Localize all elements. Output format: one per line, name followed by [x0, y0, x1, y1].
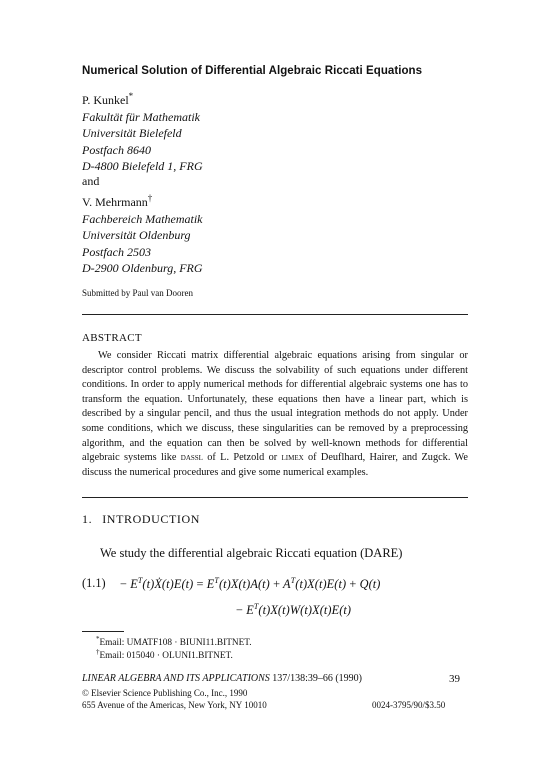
- author-block-2: [82, 190, 203, 277]
- author-name: V. Mehrmann†: [82, 193, 153, 209]
- equation-line-2: − $E^T(t)X(t)W(t)X(t)E(t)$: [236, 602, 352, 618]
- affiliation-line: Universität Bielefeld: [82, 126, 182, 140]
- submitted-by: Submitted by Paul van Dooren: [82, 288, 193, 298]
- footnote-rule: [82, 631, 124, 632]
- article-code: 0024-3795/90/$3.50: [372, 700, 446, 710]
- page-number: 39: [449, 673, 460, 685]
- affiliation-line: Postfach 8640: [82, 142, 151, 157]
- footnote-2: †Email: 015040 · OLUNI1.BITNET.: [96, 648, 233, 662]
- intro-sentence: We study the differential algebraic Riccati equation (DARE): [100, 546, 403, 560]
- equation-line-1: − $E^T(t)Ẋ(t)E(t) = E^T(t)X(t)A(t) + A^T(t)X(t)E(t) + Q(t)$: [120, 576, 381, 592]
- affiliation-line: Universität Oldenburg: [82, 228, 191, 242]
- publisher-address: 655 Avenue of the Americas, New York, NY 10010: [82, 700, 267, 710]
- journal-line: LINEAR ALGEBRA AND ITS APPLICATIONS 137/138:39–66 (1990): [82, 673, 363, 684]
- copyright-line: © Elsevier Science Publishing Co., Inc., 1990: [82, 688, 248, 698]
- software-name: dassl: [180, 453, 203, 464]
- software-name: limex: [281, 453, 304, 464]
- footnote-1: *Email: UMATF108 · BIUNI11.BITNET.: [96, 635, 252, 649]
- author-conjunction: and: [82, 174, 100, 188]
- abstract-heading: ABSTRACT: [82, 332, 142, 344]
- affiliation-line: D-2900 Oldenburg, FRG: [82, 261, 203, 275]
- paper-title: Numerical Solution of Differential Algebraic Riccati Equations: [82, 65, 423, 77]
- divider: [82, 314, 468, 315]
- section-heading: 1. INTRODUCTION: [82, 512, 201, 526]
- affiliation-line: Postfach 2503: [82, 244, 151, 259]
- affiliation-line: D-4800 Bielefeld 1, FRG: [82, 159, 203, 173]
- affiliation-line: Fakultät für Mathematik: [82, 109, 200, 124]
- divider: [82, 497, 468, 498]
- affiliation-line: Fachbereich Mathematik: [82, 211, 203, 226]
- equation-number: (1.1): [82, 576, 106, 590]
- abstract-text: We consider Riccati matrix differential algebraic equations arising from singular or descriptor control problems. We discuss the solvability of such equations under different conditions. In order to apply numerical methods for differential algebraic systems one has to transform the equation. Unfortunately, these equations then have a linear part, which is described by a singular pencil, and thus the usual integration methods do not apply. Under some conditions, which we discuss, these singularities can be removed by a preprocessing algorithm, and the equation can then be solved by well-known methods for differential algebraic systems like dassl of L. Petzold or limex of Deuflhard, Hairer, and Zugck. We discuss the numerical procedures and give some numerical examples.: [82, 350, 468, 478]
- author-name: P. Kunkel*: [82, 91, 134, 107]
- author-block-1: [82, 88, 203, 175]
